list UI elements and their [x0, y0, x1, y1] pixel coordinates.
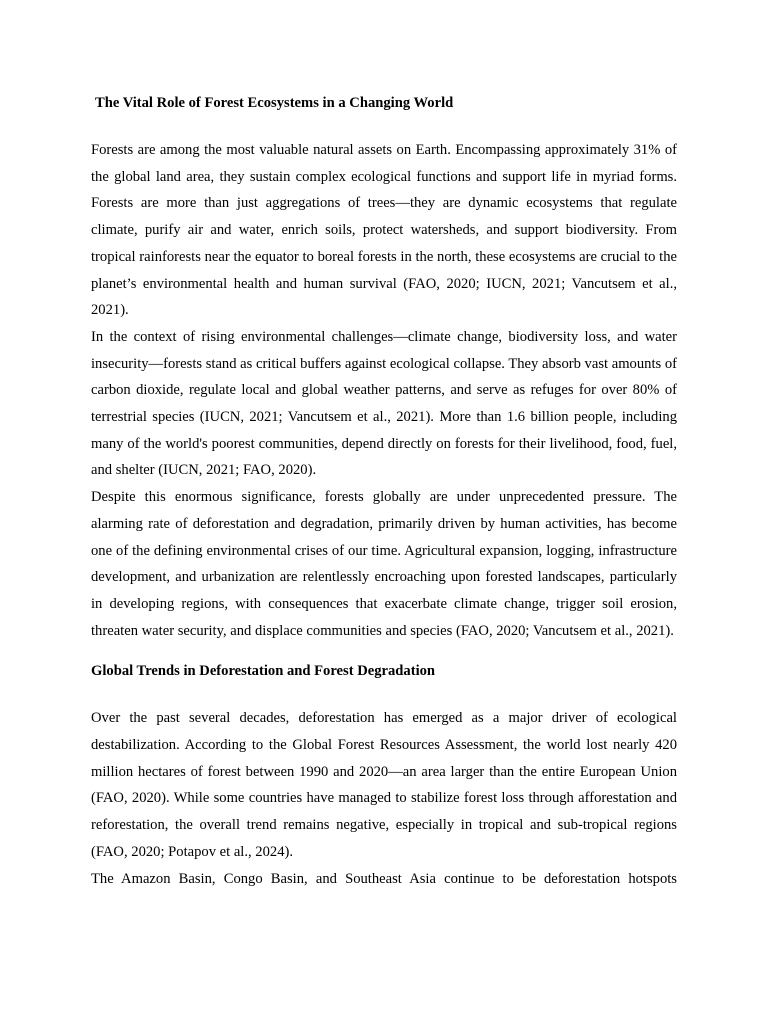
section-paragraph-2: The Amazon Basin, Congo Basin, and Southeast Asia continue to be deforestation hotspots — [91, 870, 677, 887]
spacer — [91, 681, 677, 705]
intro-paragraph-3: Despite this enormous significance, forests globally are under unprecedented pressure. The alarming rate of deforestation and degradation, primarily driven by human activities, has become one of the defining environmental crises of our time. Agricultural expansion, logging, infrastructure development, and urbanization are relentlessly encroaching upon forested landscapes, particularly in developing regions, with consequences that exacerbate climate change, trigger soil erosion, threaten water security, and displace communities and species (FAO, 2020; Vancutsem et al., 2021). — [91, 489, 677, 639]
section-paragraph-1: Over the past several decades, deforestation has emerged as a major driver of ecological destabilization. According to the Global Forest Resources Assessment, the world lost nearly 420 million hectares of forest between 1990 and 2020—an area larger than the entire European Union (FAO, 2020). While some countries have managed to stabilize forest loss through afforestation and reforestation, the overall trend remains negative, especially in tropical and sub-tropical regions (FAO, 2020; Potapov et al., 2024). — [91, 710, 677, 860]
intro-paragraph-2: In the context of rising environmental challenges—climate change, biodiversity loss, and water insecurity—forests stand as critical buffers against ecological collapse. They absorb vast amounts of carbon dioxide, regulate local and global weather patterns, and serve as refuges for over 80% of terrestrial species (IUCN, 2021; Vancutsem et al., 2021). More than 1.6 billion people, including many of the world's poorest communities, depend directly on forests for their livelihood, food, fuel, and shelter (IUCN, 2021; FAO, 2020). — [91, 328, 677, 479]
document-body — [91, 93, 677, 892]
document-title: The Vital Role of Forest Ecosystems in a Changing World — [95, 95, 454, 111]
section-heading: Global Trends in Deforestation and Forest Degradation — [91, 663, 436, 680]
intro-paragraph-1: Forests are among the most valuable natural assets on Earth. Encompassing approximately 31% of the global land area, they sustain complex ecological functions and support life in myriad forms. Forests are more than just aggregations of trees—they are dynamic ecosystems that regulate climate, purify air and water, enrich soils, protect watersheds, and support biodiversity. From tropical rainforests near the equator to boreal forests in the north, these ecosystems are crucial to the planet’s environmental health and human survival (FAO, 2020; IUCN, 2021; Vancutsem et al., 2021). — [91, 142, 677, 319]
spacer — [91, 113, 677, 137]
spacer — [91, 644, 677, 661]
